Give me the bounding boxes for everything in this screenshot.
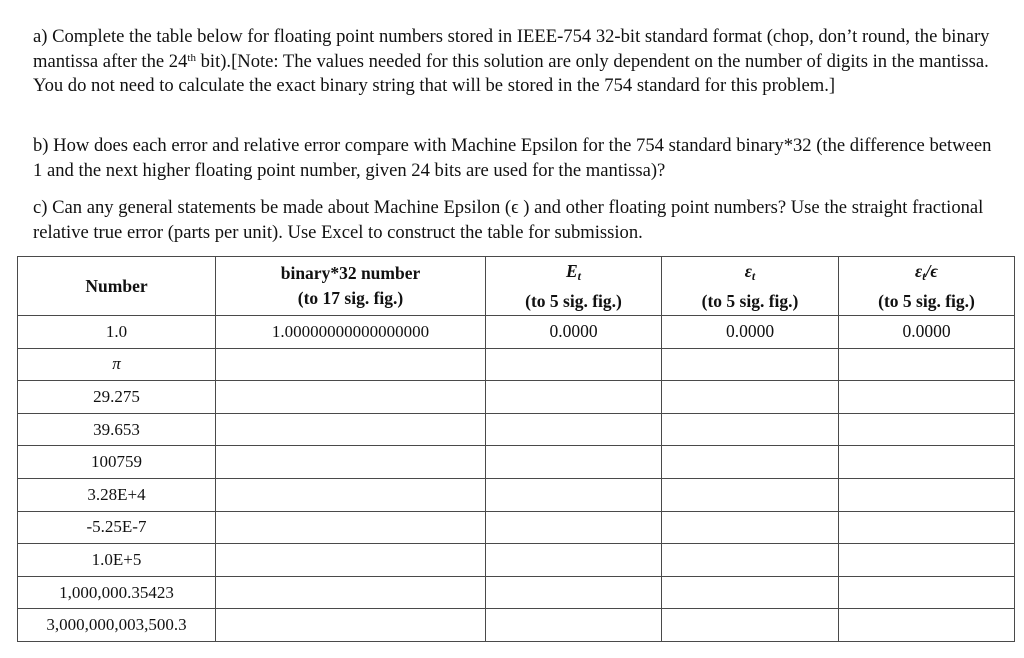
cell-ratio — [839, 576, 1015, 609]
cell-number: 3,000,000,003,500.3 — [18, 609, 216, 642]
header-number-label: Number — [85, 275, 148, 296]
cell-number: 29.275 — [18, 381, 216, 414]
cell-binary — [216, 446, 486, 479]
cell-et — [662, 544, 839, 577]
cell-number: 1.0 — [18, 316, 216, 349]
cell-binary — [216, 381, 486, 414]
cell-et — [662, 446, 839, 479]
cell-binary — [216, 544, 486, 577]
table-header-row — [18, 257, 1015, 316]
cell-Et: 0.0000 — [486, 316, 662, 349]
table-row — [18, 511, 1015, 544]
table-row — [18, 413, 1015, 446]
cell-et — [662, 348, 839, 381]
table-row — [18, 576, 1015, 609]
cell-ratio — [839, 446, 1015, 479]
cell-number: 1.0E+5 — [18, 544, 216, 577]
question-a — [33, 25, 998, 99]
header-ratio — [839, 257, 1015, 316]
header-ratio-symbol: ε — [915, 260, 923, 281]
table-row — [18, 316, 1015, 349]
cell-Et — [486, 348, 662, 381]
table-row — [18, 544, 1015, 577]
header-relative-error — [662, 257, 839, 316]
cell-number: 3.28E+4 — [18, 478, 216, 511]
cell-Et — [486, 609, 662, 642]
header-ratio-line2: (to 5 sig. fig.) — [878, 290, 975, 311]
header-et-sub: t — [751, 268, 756, 283]
header-Et-symbol: E — [565, 260, 578, 281]
cell-number: 100759 — [18, 446, 216, 479]
cell-Et — [486, 413, 662, 446]
cell-ratio — [839, 348, 1015, 381]
cell-ratio — [839, 381, 1015, 414]
cell-binary — [216, 576, 486, 609]
cell-et: 0.0000 — [662, 316, 839, 349]
cell-Et — [486, 478, 662, 511]
header-binary-line1: binary*32 number — [280, 263, 421, 283]
table-row — [18, 348, 1015, 381]
cell-binary — [216, 478, 486, 511]
cell-ratio — [839, 478, 1015, 511]
cell-ratio — [839, 511, 1015, 544]
cell-Et — [486, 544, 662, 577]
cell-number: π — [18, 348, 216, 381]
cell-Et — [486, 446, 662, 479]
header-Et-line2: (to 5 sig. fig.) — [525, 290, 622, 311]
header-Et-sub: t — [577, 268, 582, 283]
cell-binary: 1.00000000000000000 — [216, 316, 486, 349]
cell-Et — [486, 576, 662, 609]
question-a-text: a) Complete the table below for floating point numbers stored in IEEE-754 32-bit standard format (chop, don’t round, the binary mantissa after the 24 — [33, 26, 990, 72]
cell-et — [662, 576, 839, 609]
cell-ratio — [839, 609, 1015, 642]
header-et-line2: (to 5 sig. fig.) — [701, 290, 799, 311]
superscript-th: th — [187, 51, 196, 64]
cell-et — [662, 511, 839, 544]
cell-et — [662, 413, 839, 446]
table-row — [18, 478, 1015, 511]
cell-binary — [216, 413, 486, 446]
table-row — [18, 609, 1015, 642]
cell-binary — [216, 511, 486, 544]
cell-number: 1,000,000.35423 — [18, 576, 216, 609]
cell-binary — [216, 348, 486, 381]
cell-ratio: 0.0000 — [839, 316, 1015, 349]
cell-number: -5.25E-7 — [18, 511, 216, 544]
cell-Et — [486, 511, 662, 544]
cell-ratio — [839, 413, 1015, 446]
question-c: c) Can any general statements be made about Machine Epsilon (ϵ ) and other floating point numbers? Use the straight fractional relative true error (parts per unit). Use Excel to construct the table for submission. — [33, 197, 984, 243]
cell-number: 39.653 — [18, 413, 216, 446]
header-binary — [216, 257, 486, 316]
error-table — [17, 256, 1015, 642]
cell-ratio — [839, 544, 1015, 577]
table-row — [18, 446, 1015, 479]
cell-binary — [216, 609, 486, 642]
cell-et — [662, 381, 839, 414]
header-ratio-sub: t — [922, 268, 926, 283]
header-ratio-tail: /ϵ — [925, 260, 938, 281]
header-true-error — [486, 257, 662, 316]
question-a-text-cont: bit).[Note: The values needed for this solution are only dependent on the number of digits in the mantissa. You do not need to calculate the exact binary string that will be stored in the 754 standard for this problem.] — [33, 50, 989, 96]
cell-et — [662, 609, 839, 642]
header-number — [18, 257, 216, 316]
table-row — [18, 381, 1015, 414]
question-b: b) How does each error and relative error compare with Machine Epsilon for the 754 standard binary*32 (the difference between 1 and the next higher floating point number, given 24 bits are used for the mantissa)? — [33, 135, 992, 181]
header-et-symbol: ε — [744, 260, 752, 281]
cell-Et — [486, 381, 662, 414]
cell-et — [662, 478, 839, 511]
header-binary-line2: (to 17 sig. fig.) — [297, 288, 404, 308]
